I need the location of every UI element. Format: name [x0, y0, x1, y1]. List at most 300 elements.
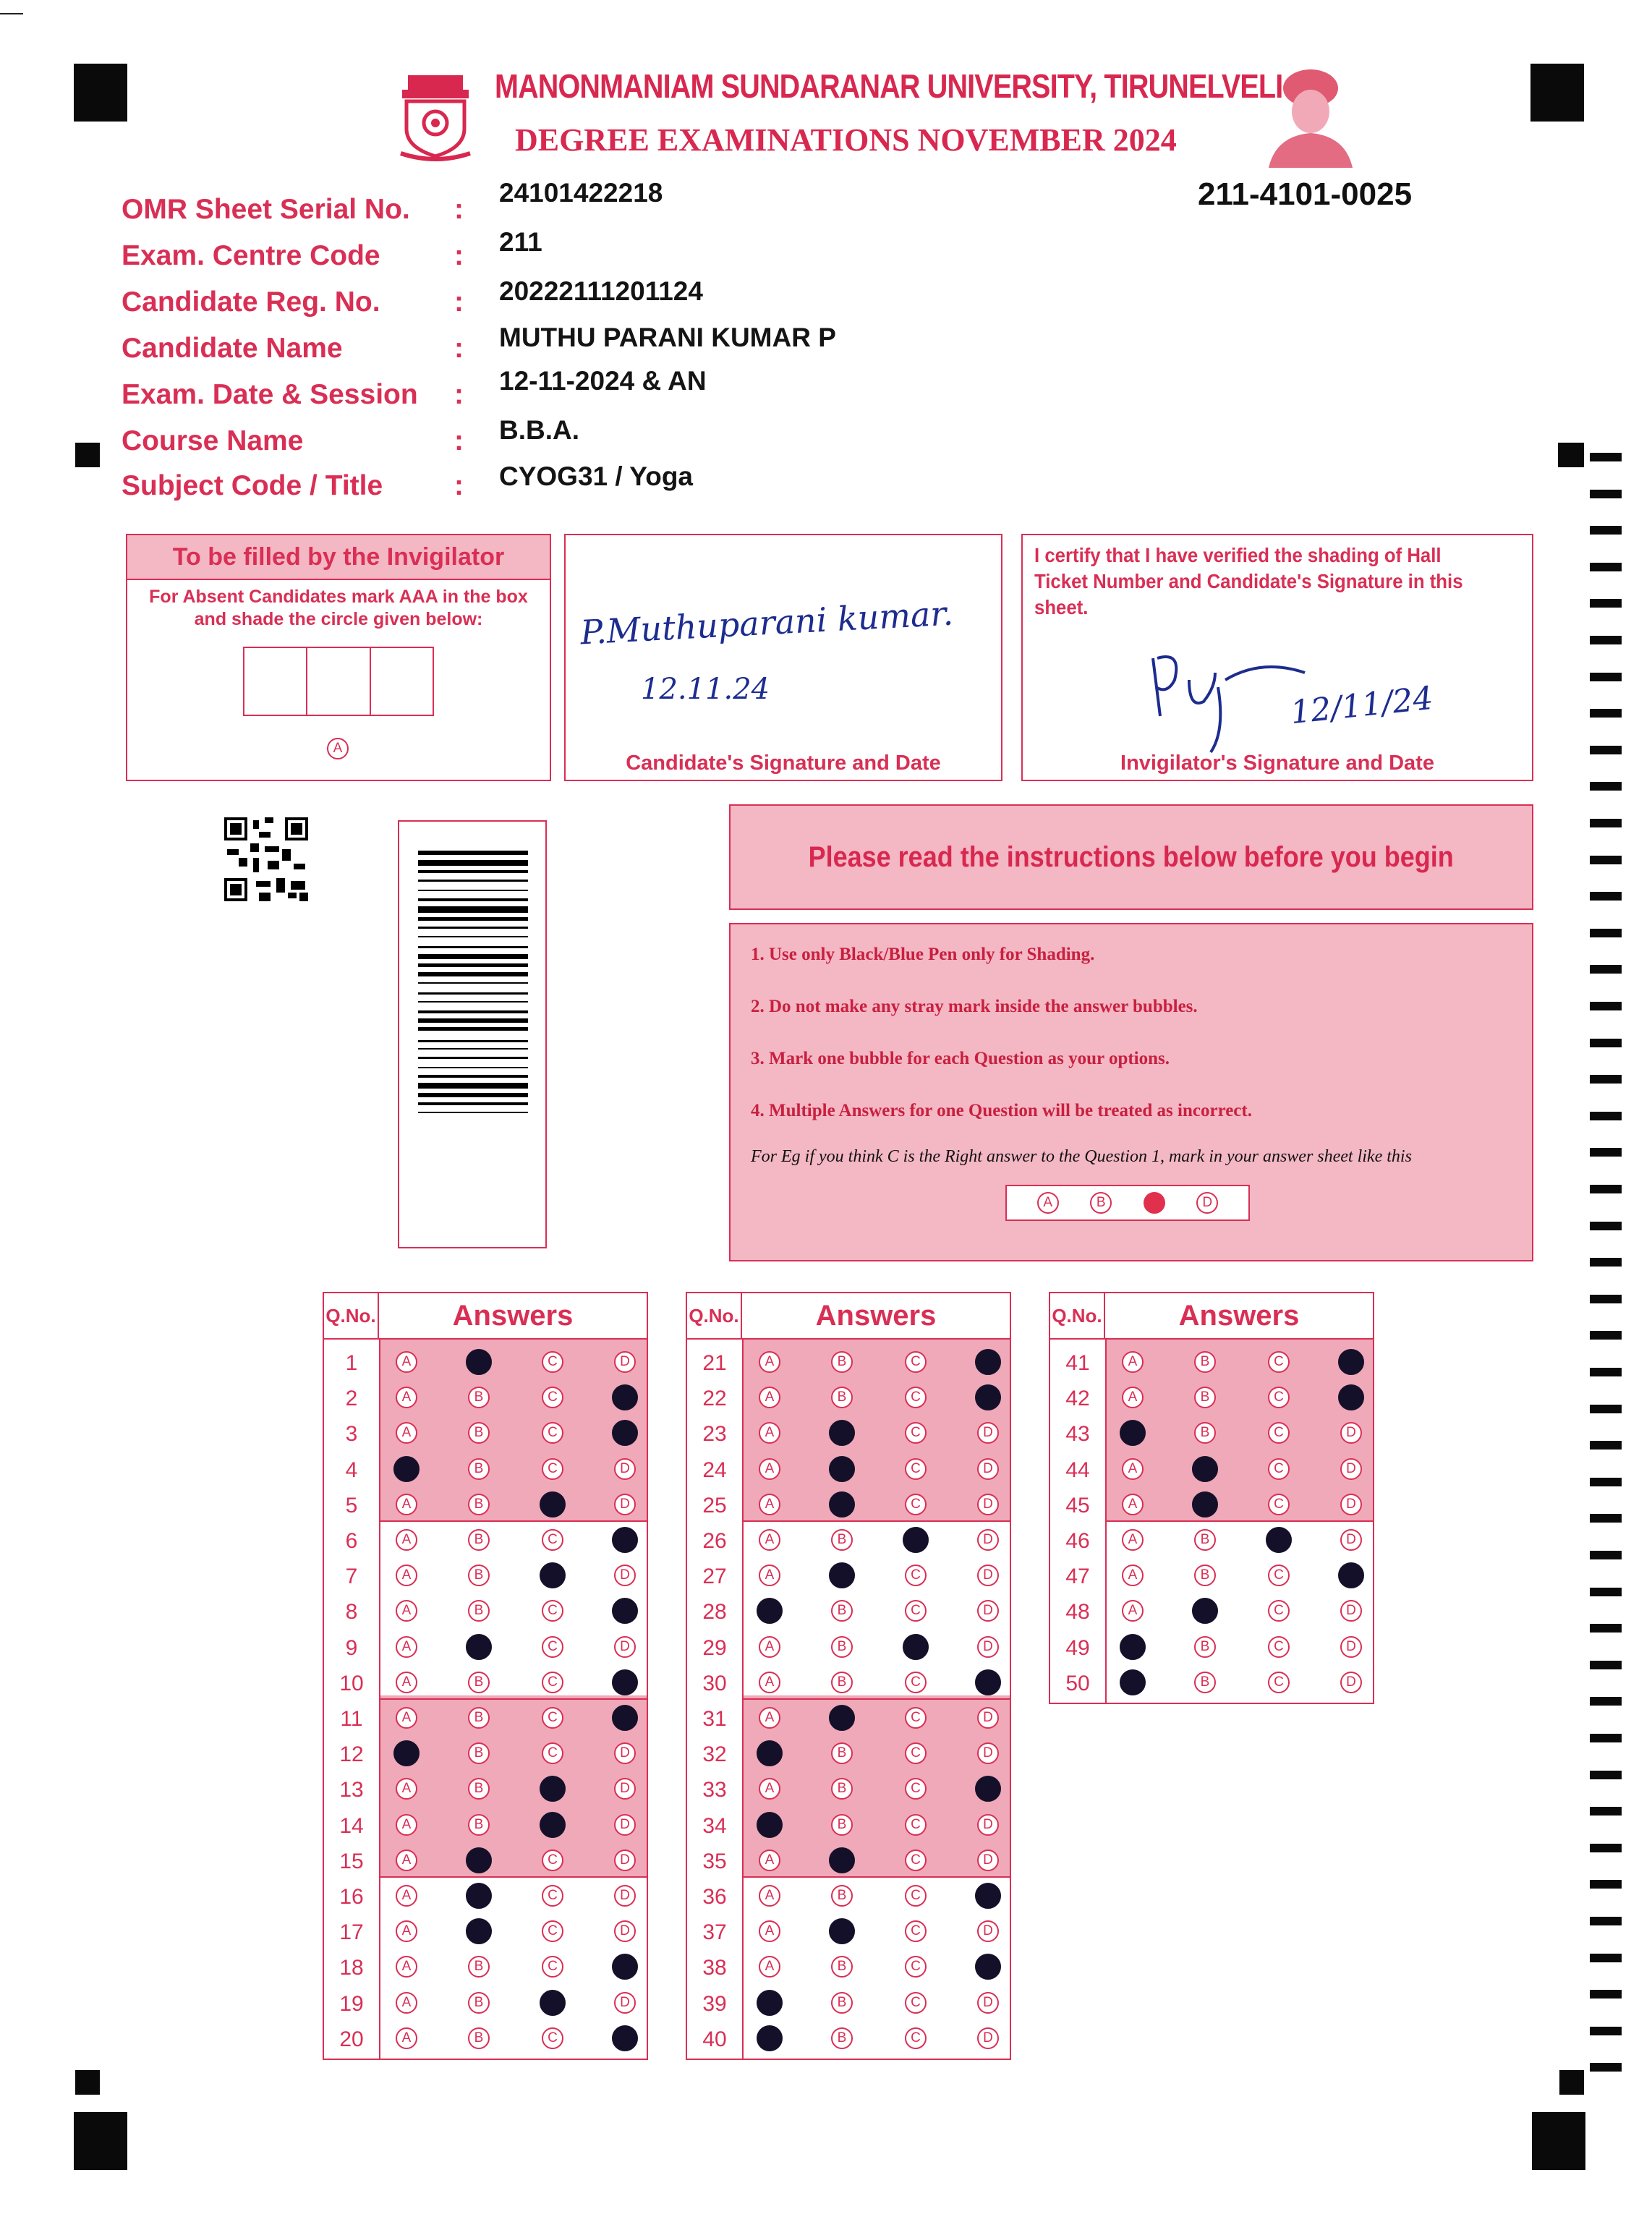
timing-tick [1590, 2063, 1622, 2072]
answer-bubble-a[interactable]: A [396, 1387, 417, 1408]
answer-bubble-a[interactable]: A [396, 1707, 417, 1729]
timing-tick [1590, 1222, 1622, 1230]
answer-bubble-c[interactable]: C [1268, 1387, 1290, 1408]
answer-bubble-d[interactable]: D [977, 1494, 999, 1515]
answer-bubble-c[interactable]: C [542, 2027, 563, 2049]
barcode-bar [418, 917, 528, 921]
answer-bubble-d[interactable] [612, 1384, 638, 1410]
answer-bubble-d[interactable]: D [977, 1529, 999, 1551]
field-value-reg-no: 20222111201124 [499, 276, 703, 306]
question-number: 36 [702, 1885, 727, 1909]
answer-bubble-b[interactable] [829, 1456, 855, 1482]
answer-bubble-d[interactable] [612, 2025, 638, 2051]
answer-bubble-c[interactable]: C [542, 1387, 563, 1408]
question-number: 30 [702, 1671, 727, 1695]
answer-bubble-d[interactable]: D [614, 1885, 636, 1907]
invigilator-box [126, 534, 551, 781]
question-number: 21 [702, 1351, 727, 1375]
barcode-bar [418, 927, 528, 929]
answer-bubble-d[interactable] [975, 1883, 1001, 1909]
answer-bubble-c[interactable]: C [905, 1742, 927, 1764]
question-row [324, 1416, 647, 1452]
answer-bubble-c[interactable] [540, 1812, 566, 1838]
question-number: 18 [339, 1956, 364, 1980]
answer-bubble-d[interactable] [1338, 1349, 1364, 1375]
answer-bubble-a[interactable]: A [759, 1351, 780, 1373]
answer-bubble-c[interactable]: C [905, 1814, 927, 1836]
answer-bubble-b[interactable] [466, 1883, 492, 1909]
barcode-bar [418, 982, 528, 984]
answer-bubble-b[interactable]: B [1194, 1422, 1216, 1444]
answer-bubble-b[interactable]: B [1194, 1529, 1216, 1551]
answer-bubble-d[interactable] [612, 1669, 638, 1695]
answer-bubble-c[interactable]: C [542, 1742, 563, 1764]
answer-bubble-a[interactable]: A [1122, 1351, 1144, 1373]
answer-bubble-c[interactable] [540, 1990, 566, 2016]
question-number: 22 [702, 1387, 727, 1411]
answer-bubble-c[interactable]: C [905, 1600, 927, 1622]
field-label-centre: Exam. Centre Code [122, 240, 380, 271]
answer-bubble-b[interactable]: B [468, 1672, 490, 1693]
answer-bubble-c[interactable]: C [905, 1956, 927, 1978]
answer-bubble-b[interactable] [1192, 1456, 1218, 1482]
answer-bubble-a[interactable]: A [396, 1885, 417, 1907]
answer-bubble-a[interactable] [757, 2025, 783, 2051]
answer-bubble-b[interactable]: B [1194, 1387, 1216, 1408]
answer-bubble-d[interactable]: D [1340, 1458, 1362, 1480]
question-row [1050, 1523, 1373, 1559]
answer-bubble-d[interactable] [612, 1598, 638, 1624]
barcode-bar [418, 1083, 528, 1089]
question-row [324, 1345, 647, 1381]
university-title: MANONMANIAM SUNDARANAR UNIVERSITY, TIRUNELVELI [495, 67, 1283, 105]
barcode-bar [418, 1075, 528, 1078]
answer-bubble-a[interactable]: A [759, 1494, 780, 1515]
field-colon: : [454, 333, 464, 364]
answer-bubble-b[interactable] [466, 1349, 492, 1375]
answer-bubble-d[interactable]: D [614, 1849, 636, 1871]
answer-bubble-c[interactable]: C [1268, 1672, 1290, 1693]
answer-bubble-a[interactable]: A [396, 1565, 417, 1586]
answer-bubble-d[interactable]: D [977, 1458, 999, 1480]
answer-bubble-b[interactable]: B [468, 1707, 490, 1729]
instruction-3: 3. Mark one bubble for each Question as your options. [751, 1049, 1170, 1068]
answer-bubble-c[interactable]: C [1268, 1600, 1290, 1622]
answer-bubble-c[interactable]: C [542, 1422, 563, 1444]
question-row [324, 1452, 647, 1488]
answer-bubble-c[interactable]: C [1268, 1458, 1290, 1480]
question-number: 19 [339, 1991, 364, 2016]
answer-bubble-b[interactable] [1192, 1491, 1218, 1517]
answer-bubble-a[interactable]: A [1122, 1529, 1144, 1551]
question-row [324, 1666, 647, 1701]
answer-bubble-d[interactable]: D [1340, 1422, 1362, 1444]
field-label-subject: Subject Code / Title [122, 470, 383, 501]
answer-bubble-c[interactable]: C [905, 1778, 927, 1800]
answer-bubble-d[interactable]: D [614, 1565, 636, 1586]
answer-bubble-b[interactable] [829, 1562, 855, 1588]
barcode-bar [418, 1048, 528, 1050]
answer-bubble-b[interactable]: B [831, 1387, 853, 1408]
answer-bubble-a[interactable]: A [396, 1992, 417, 2014]
answer-bubble-a[interactable]: A [759, 1707, 780, 1729]
answer-bubble-c[interactable]: C [905, 1458, 927, 1480]
answer-bubble-d[interactable] [975, 1349, 1001, 1375]
answer-bubble-c[interactable]: C [542, 1636, 563, 1658]
timing-tick [1590, 453, 1622, 461]
answer-bubble-b[interactable]: B [1194, 1672, 1216, 1693]
timing-tick [1590, 892, 1622, 901]
answer-bubble-a[interactable]: A [759, 1885, 780, 1907]
timing-tick [1590, 563, 1622, 571]
answer-bubble-c[interactable]: C [1268, 1494, 1290, 1515]
answer-bubble-a[interactable]: A [1122, 1565, 1144, 1586]
candidate-signature-box [564, 534, 1002, 781]
answer-bubble-b[interactable] [829, 1705, 855, 1731]
question-row [687, 1559, 1010, 1594]
answer-bubble-a[interactable]: A [396, 1636, 417, 1658]
answer-bubble-a[interactable]: A [759, 1956, 780, 1978]
answer-bubble-d[interactable]: D [614, 1351, 636, 1373]
answer-bubble-c[interactable]: C [905, 1565, 927, 1586]
question-number: 16 [339, 1885, 364, 1909]
answer-bubble-d[interactable]: D [977, 1920, 999, 1942]
question-row [324, 1915, 647, 1950]
answer-bubble-b[interactable]: B [468, 1494, 490, 1515]
answer-bubble-b[interactable]: B [831, 1672, 853, 1693]
question-number: 28 [702, 1600, 727, 1625]
answer-bubble-b[interactable]: B [1194, 1636, 1216, 1658]
answer-bubble-c[interactable] [540, 1562, 566, 1588]
answer-bubble-b[interactable]: B [831, 1956, 853, 1978]
answer-bubble-b[interactable]: B [1194, 1351, 1216, 1373]
timing-tick [1590, 1514, 1622, 1523]
answer-bubble-b[interactable] [1192, 1598, 1218, 1624]
answer-bubble-d[interactable]: D [977, 1707, 999, 1729]
absent-mark-boxes[interactable] [243, 647, 434, 716]
answer-bubble-d[interactable] [1338, 1384, 1364, 1410]
answer-bubble-c[interactable]: C [905, 1849, 927, 1871]
question-row [687, 1808, 1010, 1844]
answer-bubble-b[interactable]: B [468, 1458, 490, 1480]
question-row [687, 1381, 1010, 1416]
answer-bubble-d[interactable]: D [614, 1636, 636, 1658]
answer-bubble-a[interactable]: A [396, 1529, 417, 1551]
answer-bubble-b[interactable]: B [831, 1778, 853, 1800]
absent-bubble[interactable]: A [327, 738, 349, 759]
question-row [324, 1950, 647, 1985]
answer-bubble-a[interactable]: A [759, 1387, 780, 1408]
answer-bubble-a[interactable]: A [396, 1672, 417, 1693]
answer-bubble-c[interactable]: C [1268, 1636, 1290, 1658]
answer-bubble-a[interactable] [1120, 1420, 1146, 1446]
answer-bubble-b[interactable]: B [468, 1956, 490, 1978]
answer-bubble-a[interactable]: A [396, 1956, 417, 1978]
answer-bubble-d[interactable]: D [977, 2027, 999, 2049]
answer-bubble-d[interactable] [612, 1527, 638, 1553]
answer-bubble-c[interactable]: C [542, 1529, 563, 1551]
answer-bubble-a[interactable]: A [759, 1636, 780, 1658]
answer-bubble-c[interactable]: C [905, 1494, 927, 1515]
answer-bubble-b[interactable]: B [468, 1529, 490, 1551]
answer-bubble-a[interactable]: A [396, 1814, 417, 1836]
question-number: 33 [702, 1778, 727, 1802]
answer-table-3 [1049, 1292, 1374, 1704]
field-colon: : [454, 194, 464, 225]
answer-bubble-a[interactable] [757, 1740, 783, 1766]
timing-tick [1590, 819, 1622, 827]
answer-bubble-a[interactable]: A [759, 1565, 780, 1586]
answer-bubble-d[interactable]: D [977, 1600, 999, 1622]
question-row [687, 1844, 1010, 1879]
question-row [1050, 1559, 1373, 1594]
timing-tick [1590, 965, 1622, 974]
answer-bubble-b[interactable]: B [831, 1529, 853, 1551]
answer-bubble-b[interactable] [466, 1847, 492, 1873]
answer-bubble-d[interactable]: D [614, 1814, 636, 1836]
answer-bubble-b[interactable]: B [831, 1600, 853, 1622]
question-number: 6 [345, 1529, 358, 1553]
answer-bubble-b[interactable]: B [831, 2027, 853, 2049]
answer-bubble-b[interactable]: B [468, 1600, 490, 1622]
answer-bubble-d[interactable]: D [1340, 1672, 1362, 1693]
answer-bubble-d[interactable]: D [977, 1422, 999, 1444]
answer-bubble-c[interactable]: C [905, 1351, 927, 1373]
answer-bubble-d[interactable] [612, 1954, 638, 1980]
answer-bubble-c[interactable]: C [542, 1672, 563, 1693]
answer-bubble-a[interactable]: A [1122, 1387, 1144, 1408]
example-bubble-a: A [1037, 1192, 1059, 1214]
answer-bubble-d[interactable]: D [614, 1742, 636, 1764]
answer-bubble-d[interactable] [975, 1776, 1001, 1802]
timing-tick [1590, 1148, 1622, 1157]
timing-tick [1590, 673, 1622, 681]
answer-bubble-a[interactable]: A [759, 1778, 780, 1800]
answer-bubble-d[interactable]: D [1340, 1600, 1362, 1622]
answer-bubble-c[interactable]: C [542, 1885, 563, 1907]
answer-bubble-a[interactable] [393, 1740, 420, 1766]
timing-tick [1590, 1075, 1622, 1084]
answer-bubble-d[interactable]: D [977, 1742, 999, 1764]
answer-bubble-a[interactable]: A [396, 1494, 417, 1515]
answer-bubble-b[interactable]: B [468, 1992, 490, 2014]
answer-bubble-d[interactable]: D [977, 1814, 999, 1836]
answer-bubble-c[interactable]: C [905, 1920, 927, 1942]
answer-bubble-b[interactable]: B [1194, 1565, 1216, 1586]
answer-bubble-b[interactable] [829, 1847, 855, 1873]
answer-bubble-a[interactable] [757, 1990, 783, 2016]
answer-bubble-a[interactable]: A [396, 1600, 417, 1622]
instruction-2: 2. Do not make any stray mark inside the answer bubbles. [751, 997, 1198, 1016]
answer-bubble-b[interactable] [829, 1491, 855, 1517]
invigilator-signature-caption: Invigilator's Signature and Date [1120, 752, 1434, 775]
answer-bubble-b[interactable]: B [831, 1814, 853, 1836]
answer-bubble-a[interactable]: A [1122, 1494, 1144, 1515]
answer-bubble-c[interactable] [903, 1634, 929, 1660]
instructions-heading: Please read the instructions below before you begin [808, 840, 1455, 873]
field-colon: : [454, 379, 464, 410]
answer-bubble-c[interactable]: C [1268, 1422, 1290, 1444]
answer-bubble-c[interactable] [540, 1491, 566, 1517]
timing-tick [1590, 490, 1622, 498]
answer-bubble-c[interactable]: C [542, 1351, 563, 1373]
question-row [324, 1488, 647, 1523]
answer-bubble-c[interactable]: C [542, 1956, 563, 1978]
answer-bubble-b[interactable]: B [831, 1992, 853, 2014]
answer-bubble-a[interactable] [1120, 1634, 1146, 1660]
answer-bubble-b[interactable]: B [468, 1778, 490, 1800]
answer-bubble-d[interactable] [975, 1669, 1001, 1695]
answer-bubble-c[interactable]: C [905, 1422, 927, 1444]
question-number: 10 [339, 1671, 364, 1695]
answer-bubble-a[interactable]: A [396, 1778, 417, 1800]
answer-bubble-c[interactable]: C [542, 1458, 563, 1480]
answer-bubble-a[interactable]: A [396, 2027, 417, 2049]
answer-bubble-a[interactable] [393, 1456, 420, 1482]
timing-mark-left-upper [75, 443, 100, 467]
answer-bubble-b[interactable] [466, 1918, 492, 1944]
question-number: 32 [702, 1742, 727, 1767]
question-number: 7 [345, 1565, 358, 1589]
answer-bubble-d[interactable]: D [1340, 1529, 1362, 1551]
answer-bubble-d[interactable]: D [614, 1920, 636, 1942]
answer-bubble-b[interactable]: B [831, 1351, 853, 1373]
sheet-code: 211-4101-0025 [1198, 176, 1413, 212]
barcode-bar [418, 946, 528, 948]
answer-bubble-a[interactable]: A [396, 1849, 417, 1871]
answer-bubble-b[interactable]: B [468, 2027, 490, 2049]
question-row [687, 1523, 1010, 1559]
field-colon: : [454, 286, 464, 318]
barcode-box [398, 820, 547, 1248]
timing-tick [1590, 1661, 1622, 1669]
answer-bubble-a[interactable]: A [759, 1422, 780, 1444]
invigilator-box-header [127, 535, 550, 580]
question-number: 45 [1065, 1493, 1090, 1517]
answer-bubble-d[interactable]: D [977, 1565, 999, 1586]
answer-bubble-d[interactable]: D [614, 1458, 636, 1480]
answer-bubble-b[interactable]: B [831, 1742, 853, 1764]
answer-bubble-a[interactable]: A [1122, 1458, 1144, 1480]
question-row [1050, 1345, 1373, 1381]
answer-bubble-a[interactable]: A [759, 1849, 780, 1871]
answer-bubble-c[interactable]: C [905, 2027, 927, 2049]
answer-bubble-d[interactable]: D [614, 1494, 636, 1515]
timing-tick [1590, 1551, 1622, 1559]
barcode-bar [418, 972, 528, 976]
answer-bubble-d[interactable]: D [614, 1778, 636, 1800]
question-number: 23 [702, 1422, 727, 1447]
answer-bubble-b[interactable]: B [468, 1422, 490, 1444]
question-number: 40 [702, 2027, 727, 2051]
barcode-bar [418, 954, 528, 959]
example-bubble-c [1144, 1192, 1165, 1214]
question-row [324, 1523, 647, 1559]
answer-bubble-c[interactable]: C [542, 1849, 563, 1871]
question-number: 39 [702, 1991, 727, 2016]
answer-bubble-d[interactable] [975, 1384, 1001, 1410]
answer-bubble-d[interactable]: D [1340, 1636, 1362, 1658]
answer-bubble-b[interactable]: B [468, 1814, 490, 1836]
answer-bubble-c[interactable] [540, 1776, 566, 1802]
answer-bubble-a[interactable]: A [759, 1920, 780, 1942]
answer-bubble-a[interactable] [1120, 1669, 1146, 1695]
answer-bubble-b[interactable]: B [468, 1565, 490, 1586]
answer-bubble-d[interactable] [975, 1954, 1001, 1980]
timing-tick [1590, 1588, 1622, 1596]
answer-bubble-c[interactable]: C [542, 1920, 563, 1942]
answer-bubble-d[interactable] [612, 1420, 638, 1446]
answer-bubble-d[interactable]: D [614, 1992, 636, 2014]
registration-mark-top-left [74, 64, 127, 122]
answer-bubble-a[interactable]: A [759, 1529, 780, 1551]
qno-header: Q.No. [687, 1293, 742, 1340]
answer-bubble-d[interactable]: D [977, 1636, 999, 1658]
answer-bubble-b[interactable] [829, 1918, 855, 1944]
answer-bubble-c[interactable]: C [905, 1885, 927, 1907]
timing-mark-left-lower [75, 2070, 100, 2095]
barcode-bar [418, 1010, 528, 1013]
answer-bubble-b[interactable] [466, 1634, 492, 1660]
field-label-reg-no: Candidate Reg. No. [122, 286, 380, 318]
answer-bubble-b[interactable]: B [468, 1742, 490, 1764]
question-number: 38 [702, 1956, 727, 1980]
answer-bubble-a[interactable]: A [396, 1920, 417, 1942]
answer-bubble-d[interactable] [612, 1705, 638, 1731]
question-number: 3 [345, 1422, 358, 1447]
question-number: 5 [345, 1493, 358, 1517]
answer-bubble-d[interactable] [1338, 1562, 1364, 1588]
timing-mark-right-upper [1558, 443, 1584, 467]
answer-bubble-c[interactable] [903, 1527, 929, 1553]
answer-bubble-a[interactable]: A [1122, 1600, 1144, 1622]
answer-bubble-a[interactable] [757, 1812, 783, 1838]
timing-tick [1590, 1039, 1622, 1047]
answer-bubble-c[interactable]: C [542, 1707, 563, 1729]
answer-bubble-a[interactable]: A [396, 1351, 417, 1373]
question-number: 8 [345, 1600, 358, 1625]
answers-header: Answers [379, 1293, 647, 1340]
answer-bubble-c[interactable]: C [905, 1992, 927, 2014]
answer-bubble-c[interactable]: C [905, 1387, 927, 1408]
answer-bubble-a[interactable]: A [759, 1672, 780, 1693]
answer-bubble-a[interactable] [757, 1598, 783, 1624]
example-bubble-d: D [1196, 1192, 1218, 1214]
answer-bubble-c[interactable]: C [1268, 1565, 1290, 1586]
answer-bubble-c[interactable]: C [905, 1707, 927, 1729]
question-row [687, 1915, 1010, 1950]
answer-bubble-c[interactable]: C [905, 1672, 927, 1693]
answer-table-2 [686, 1292, 1011, 2060]
answer-bubble-d[interactable]: D [977, 1992, 999, 2014]
timing-tick [1590, 1844, 1622, 1852]
answer-bubble-a[interactable]: A [759, 1458, 780, 1480]
answer-bubble-c[interactable]: C [542, 1600, 563, 1622]
answer-bubble-c[interactable]: C [1268, 1351, 1290, 1373]
answer-bubble-b[interactable]: B [831, 1636, 853, 1658]
answer-bubble-d[interactable]: D [977, 1849, 999, 1871]
answer-bubble-b[interactable] [829, 1420, 855, 1446]
answer-bubble-b[interactable]: B [831, 1885, 853, 1907]
candidate-signature: P.Muthuparani kumar. [579, 593, 955, 652]
answer-bubble-d[interactable]: D [1340, 1494, 1362, 1515]
question-number: 50 [1065, 1671, 1090, 1695]
timing-tick [1590, 709, 1622, 718]
timing-tick [1590, 599, 1622, 608]
answer-bubble-b[interactable]: B [468, 1387, 490, 1408]
answer-bubble-c[interactable] [1266, 1527, 1292, 1553]
answer-bubble-a[interactable]: A [396, 1422, 417, 1444]
